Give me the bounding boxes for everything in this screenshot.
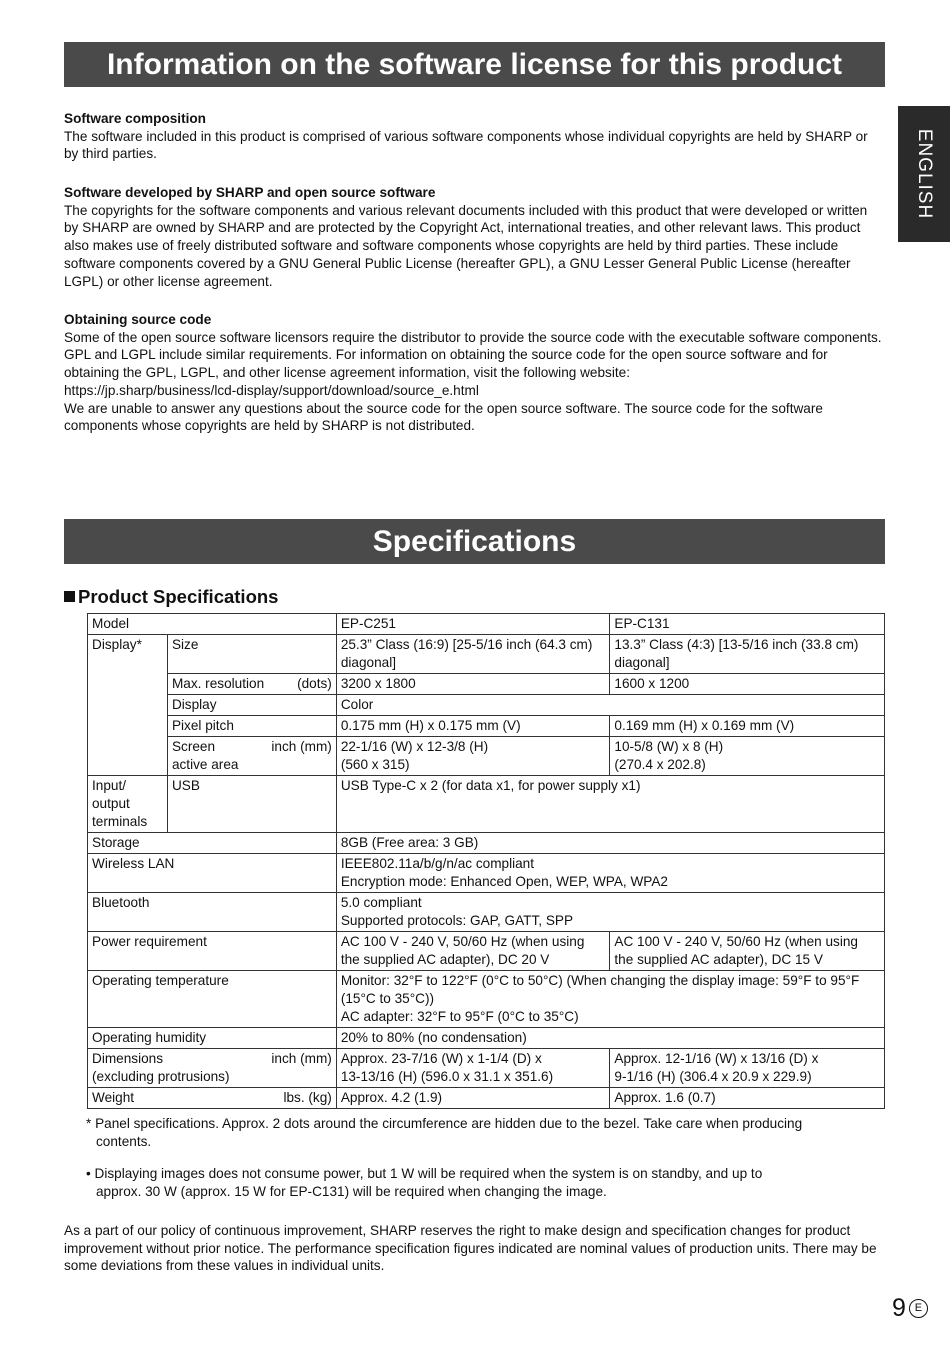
table-row bbox=[88, 932, 885, 971]
weight-cell bbox=[88, 1088, 337, 1109]
product-specifications-title bbox=[64, 586, 278, 608]
io-terminals-label: Input/ output terminals bbox=[88, 776, 168, 833]
pixel-pitch-label: Pixel pitch bbox=[167, 716, 336, 737]
screen-area-cell bbox=[167, 737, 336, 776]
screen-area-label-2: active area bbox=[171, 757, 239, 772]
language-mark-icon: E bbox=[909, 1299, 928, 1318]
screen-area-a-line2: (560 x 315) bbox=[340, 757, 410, 772]
weight-a: Approx. 4.2 (1.9) bbox=[336, 1088, 610, 1109]
screen-area-b-line1: 10-5/8 (W) x 8 (H) bbox=[614, 739, 724, 754]
dimensions-cell bbox=[88, 1049, 337, 1088]
screen-area-b bbox=[610, 737, 885, 776]
wireless-lan-value-2: Encryption mode: Enhanced Open, WEP, WPA, WPA2 bbox=[340, 874, 668, 889]
model-b: EP-C131 bbox=[610, 614, 885, 635]
operating-temperature-value-1: Monitor: 32°F to 122°F (0°C to 50°C) (When changing the display image: 59°F to 95°F (15°C to 35°C)) bbox=[340, 973, 860, 1006]
power-footnote bbox=[86, 1165, 876, 1200]
table-row bbox=[88, 833, 885, 854]
dimensions-a bbox=[336, 1049, 610, 1088]
display-group-label: Display* bbox=[88, 635, 168, 776]
weight-b: Approx. 1.6 (0.7) bbox=[610, 1088, 885, 1109]
max-resolution-cell bbox=[167, 674, 336, 695]
pixel-pitch-a: 0.175 mm (H) x 0.175 mm (V) bbox=[336, 716, 610, 737]
operating-humidity-label: Operating humidity bbox=[88, 1028, 337, 1049]
weight-label: Weight bbox=[92, 1090, 135, 1105]
table-row bbox=[88, 716, 885, 737]
power-footnote-line1: • Displaying images does not consume power, but 1 W will be required when the system is on standby, and up to bbox=[86, 1166, 763, 1181]
display-value: Color bbox=[336, 695, 884, 716]
table-row bbox=[88, 854, 885, 893]
sharp-open-source-title: Software developed by SHARP and open source software bbox=[64, 185, 436, 200]
language-tab bbox=[898, 106, 950, 242]
size-label: Size bbox=[167, 635, 336, 674]
improvement-policy-text: As a part of our policy of continuous improvement, SHARP reserves the right to make design and specification changes for product improvement without prior notice. The performance specification figures indicated are nominal values of production units. There may be some deviations from these values in individual units. bbox=[64, 1223, 877, 1274]
square-bullet-icon bbox=[64, 591, 75, 602]
max-resolution-label: Max. resolution bbox=[171, 676, 265, 691]
table-row bbox=[88, 695, 885, 716]
product-specifications-label: Product Specifications bbox=[78, 586, 279, 607]
operating-temperature-label: Operating temperature bbox=[88, 971, 337, 1028]
operating-temperature-value-2: AC adapter: 32°F to 95°F (0°C to 35°C) bbox=[340, 1009, 579, 1024]
storage-label: Storage bbox=[88, 833, 337, 854]
panel-footnote bbox=[86, 1115, 876, 1150]
sharp-open-source-section bbox=[64, 184, 884, 290]
weight-unit: lbs. (kg) bbox=[283, 1090, 332, 1105]
dimensions-unit: inch (mm) bbox=[271, 1051, 332, 1066]
table-row bbox=[88, 1028, 885, 1049]
max-resolution-unit: (dots) bbox=[297, 676, 332, 691]
dimensions-label-2: (excluding protrusions) bbox=[92, 1069, 230, 1084]
source-code-text: Some of the open source software licensors require the distributor to provide the source code with the executable software components. GPL and LGPL include similar requirements. For information on obtaining the source code for the open source software and for obtaining the GPL, LGPL, and other license agreement information, visit the following website: bbox=[64, 329, 882, 381]
model-label: Model bbox=[88, 614, 337, 635]
wireless-lan-value bbox=[336, 854, 884, 893]
table-row bbox=[88, 614, 885, 635]
dimensions-a-line1: Approx. 23-7/16 (W) x 1-1/4 (D) x bbox=[340, 1051, 542, 1066]
screen-area-b-line2: (270.4 x 202.8) bbox=[614, 757, 706, 772]
language-tab-label: ENGLISH bbox=[914, 128, 935, 220]
source-code-text-2: We are unable to answer any questions about the source code for the open source software. The source code for the software components whose copyrights are held by SHARP is not distributed. bbox=[64, 400, 823, 434]
table-row bbox=[88, 674, 885, 695]
table-row bbox=[88, 635, 885, 674]
software-composition-text: The software included in this product is comprised of various software components whose individual copyrights are held by SHARP or by third parties. bbox=[64, 128, 868, 162]
source-code-title: Obtaining source code bbox=[64, 312, 212, 327]
wireless-lan-value-1: IEEE802.11a/b/g/n/ac compliant bbox=[340, 856, 535, 871]
specifications-heading: Specifications bbox=[64, 519, 885, 564]
dimensions-a-line2: 13-13/16 (H) (596.0 x 31.1 x 351.6) bbox=[340, 1069, 554, 1084]
screen-area-unit: inch (mm) bbox=[271, 739, 332, 754]
table-row bbox=[88, 1088, 885, 1109]
table-row bbox=[88, 737, 885, 776]
source-code-section bbox=[64, 311, 884, 435]
power-a: AC 100 V - 240 V, 50/60 Hz (when using the supplied AC adapter), DC 20 V bbox=[336, 932, 610, 971]
usb-value: USB Type-C x 2 (for data x1, for power supply x1) bbox=[336, 776, 884, 833]
display-sub-label: Display bbox=[167, 695, 336, 716]
storage-value: 8GB (Free area: 3 GB) bbox=[336, 833, 884, 854]
screen-area-a bbox=[336, 737, 610, 776]
operating-temperature-value bbox=[336, 971, 884, 1028]
panel-footnote-line2: contents. bbox=[96, 1133, 152, 1149]
license-heading: Information on the software license for this product bbox=[64, 42, 885, 87]
screen-area-a-line1: 22-1/16 (W) x 12-3/8 (H) bbox=[340, 739, 489, 754]
model-a: EP-C251 bbox=[336, 614, 610, 635]
power-b: AC 100 V - 240 V, 50/60 Hz (when using the supplied AC adapter), DC 15 V bbox=[610, 932, 885, 971]
screen-area-label: Screen bbox=[171, 739, 216, 754]
panel-footnote-line1: * Panel specifications. Approx. 2 dots around the circumference are hidden due to the bezel. Take care when producing bbox=[86, 1116, 803, 1131]
power-label: Power requirement bbox=[88, 932, 337, 971]
dimensions-b-line2: 9-1/16 (H) (306.4 x 20.9 x 229.9) bbox=[614, 1069, 812, 1084]
software-composition-section bbox=[64, 110, 884, 163]
dimensions-label: Dimensions bbox=[92, 1051, 164, 1066]
bluetooth-value bbox=[336, 893, 884, 932]
spec-table bbox=[87, 613, 885, 1109]
bluetooth-label: Bluetooth bbox=[88, 893, 337, 932]
dimensions-b-line1: Approx. 12-1/16 (W) x 13/16 (D) x bbox=[614, 1051, 819, 1066]
sharp-open-source-text: The copyrights for the software components and various relevant documents included with this product that were developed or written by SHARP are owned by SHARP and are protected by the Copyright Act, international treaties, and other relevant laws. This product also makes use of freely distributed software and software components whose copyrights are held by third parties. These include software components covered by a GNU General Public License (hereafter GPL), a GNU Lesser General Public License (hereafter LGPL) or other license agreement. bbox=[64, 202, 868, 289]
operating-humidity-value: 20% to 80% (no condensation) bbox=[336, 1028, 884, 1049]
usb-label: USB bbox=[167, 776, 336, 833]
max-resolution-b: 1600 x 1200 bbox=[610, 674, 885, 695]
bluetooth-value-1: 5.0 compliant bbox=[340, 895, 422, 910]
software-composition-title: Software composition bbox=[64, 111, 206, 126]
page-number bbox=[892, 1294, 928, 1323]
pixel-pitch-b: 0.169 mm (H) x 0.169 mm (V) bbox=[610, 716, 885, 737]
size-a: 25.3” Class (16:9) [25-5/16 inch (64.3 cm) diagonal] bbox=[336, 635, 610, 674]
page-number-value: 9 bbox=[892, 1294, 906, 1322]
bluetooth-value-2: Supported protocols: GAP, GATT, SPP bbox=[340, 913, 574, 928]
dimensions-b bbox=[610, 1049, 885, 1088]
table-row bbox=[88, 776, 885, 833]
wireless-lan-label: Wireless LAN bbox=[88, 854, 337, 893]
table-row bbox=[88, 1049, 885, 1088]
table-row bbox=[88, 971, 885, 1028]
source-code-url[interactable]: https://jp.sharp/business/lcd-display/support/download/source_e.html bbox=[64, 382, 479, 398]
table-row bbox=[88, 893, 885, 932]
max-resolution-a: 3200 x 1800 bbox=[336, 674, 610, 695]
size-b: 13.3” Class (4:3) [13-5/16 inch (33.8 cm) diagonal] bbox=[610, 635, 885, 674]
power-footnote-line2: approx. 30 W (approx. 15 W for EP-C131) will be required when changing the image. bbox=[96, 1183, 607, 1199]
